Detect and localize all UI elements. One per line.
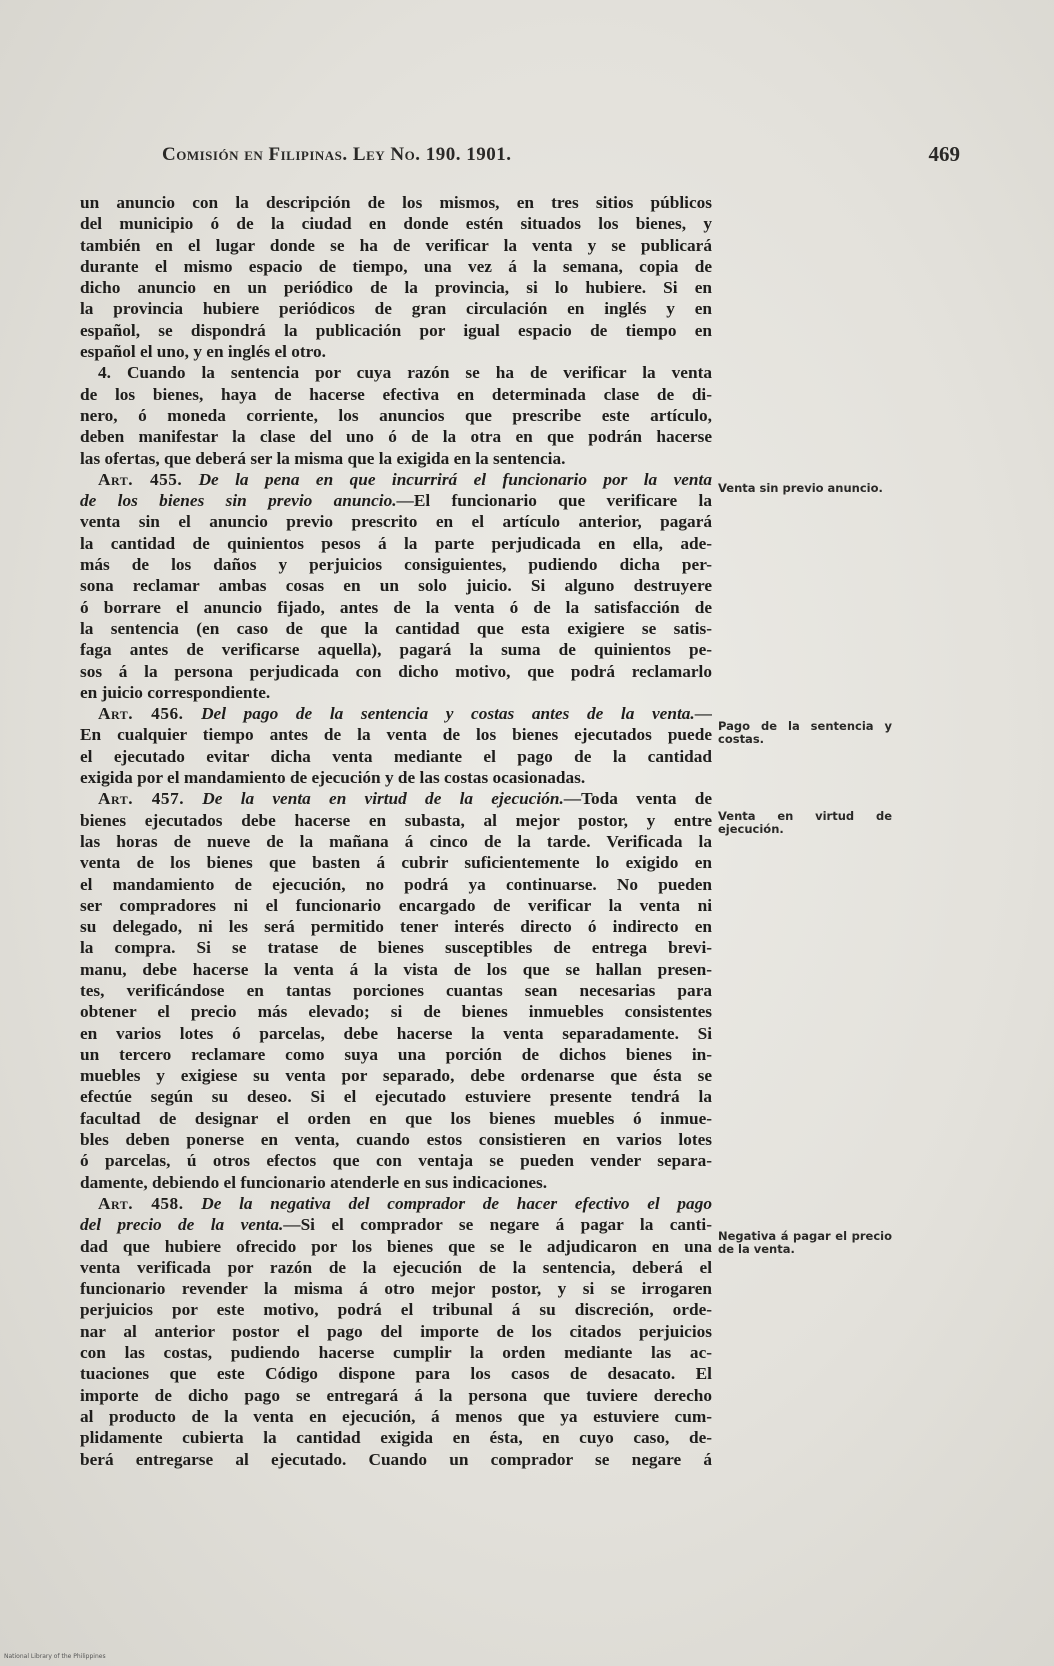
- article-title: de los bienes sin previo anuncio.: [80, 491, 397, 511]
- text-line: nero, ó moneda corriente, los anuncios que prescribe este artículo,: [80, 405, 712, 425]
- text-line: la provincia hubiere periódicos de gran circulación en inglés y en: [80, 299, 712, 319]
- text-line: En cualquier tiempo antes de la venta de los bienes ejecutados puede: [80, 725, 712, 745]
- article-458-heading: [80, 1193, 712, 1214]
- text-line: la sentencia (en caso de que la cantidad que esta exigiere se satis-: [80, 618, 712, 638]
- text-line: obtener el precio más elevado; si de bienes inmuebles consistentes: [80, 1002, 712, 1022]
- text-line: sona reclamar ambas cosas en un solo juicio. Si alguno destruyere: [80, 576, 712, 596]
- text-line: plidamente cubierta la cantidad exigida en ésta, en cuyo caso, de-: [80, 1428, 712, 1448]
- text-line: manu, debe hacerse la venta á la vista de los que se hallan presen-: [80, 959, 712, 979]
- text-line: de los bienes, haya de hacerse efectiva en determinada clase de di-: [80, 384, 712, 404]
- text-line: venta de los bienes que basten á cubrir suficientemente lo exigido en: [80, 853, 712, 873]
- article-text: —El funcionario que verificare la: [396, 491, 712, 511]
- text-line: un tercero reclamare como suya una porción de dichos bienes in-: [80, 1044, 712, 1064]
- text-line: bienes ejecutados debe hacerse en subasta, al mejor postor, y entre: [80, 810, 712, 830]
- text-line: sos á la persona perjudicada con dicho motivo, que podrá reclamarlo: [80, 661, 712, 681]
- text-line: las ofertas, que deberá ser la misma que la exigida en la sentencia.: [80, 448, 566, 468]
- text-line: tuaciones que este Código dispone para los casos de desacato. El: [80, 1364, 712, 1384]
- text-line: español, se dispondrá la publicación por igual espacio de tiempo en: [80, 320, 712, 340]
- text-line: el ejecutado evitar dicha venta mediante el pago de la cantidad: [80, 746, 712, 766]
- text-line: más de los daños y perjuicios consiguientes, pudiendo dicha per-: [80, 555, 712, 575]
- article-455-heading-cont: [80, 490, 712, 511]
- article-457-heading: [80, 788, 712, 809]
- text-line: venta sin el anuncio previo prescrito en el artículo anterior, pagará: [80, 512, 712, 532]
- article-text: —: [694, 704, 712, 724]
- article-title: Del pago de la sentencia y costas antes de la venta.: [201, 704, 695, 724]
- text-line: al producto de la venta en ejecución, á menos que ya estuviere cum-: [80, 1406, 712, 1426]
- running-head: Comisión en Filipinas. Ley No. 190. 1901.: [162, 144, 512, 165]
- text-line: muebles y exigiese su venta por separado, debe ordenarse que ésta se: [80, 1066, 712, 1086]
- text-line: su delegado, ni les será permitido tener interés directo ó indirecto en: [80, 917, 712, 937]
- text-line: español el uno, y en inglés el otro.: [80, 342, 326, 362]
- text-line: con las costas, pudiendo hacerse cumplir la orden mediante las ac-: [80, 1343, 712, 1363]
- text-line: exigida por el mandamiento de ejecución y de las costas ocasionadas.: [80, 768, 586, 788]
- text-line: la compra. Si se tratase de bienes susceptibles de entrega brevi-: [80, 938, 712, 958]
- text-line: dad que hubiere ofrecido por los bienes que se le adjudicaron en una: [80, 1236, 712, 1256]
- article-text: —Si el comprador se negare á pagar la canti-: [283, 1215, 712, 1235]
- text-line: nar al anterior postor el pago del importe de los citados perjuicios: [80, 1321, 712, 1341]
- margin-note-venta-ejecucion: Venta en virtud de ejecución.: [718, 809, 892, 836]
- text-line: el mandamiento de ejecución, no podrá ya continuarse. No pueden: [80, 874, 712, 894]
- text-line: un anuncio con la descripción de los mismos, en tres sitios públicos: [80, 193, 712, 212]
- text-line: facultad de designar el orden en que los bienes muebles ó inmue-: [80, 1108, 712, 1128]
- text-line: funcionario revender la misma á otro mejor postor, y si se irrogaren: [80, 1279, 712, 1299]
- text-line: tes, verificándose en tantas porciones cuantas sean necesarias para: [80, 980, 712, 1000]
- article-label: Art. 456.: [98, 704, 184, 724]
- margin-note-pago-sentencia: Pago de la sentencia y costas.: [718, 719, 892, 746]
- text-line: damente, debiendo el funcionario atenderle en sus indicaciones.: [80, 1172, 548, 1192]
- text-line: ser compradores ni el funcionario encargado de verificar la venta ni: [80, 895, 712, 915]
- article-label: Art. 458.: [98, 1193, 184, 1213]
- text-line: ó parcelas, ú otros efectos que con ventaja se pueden vender separa-: [80, 1151, 712, 1171]
- text-line: faga antes de verificarse aquella), pagará la suma de quinientos pe-: [80, 640, 712, 660]
- text-line: la cantidad de quinientos pesos á la parte perjudicada en ella, ade-: [80, 533, 712, 553]
- article-title: del precio de la venta.: [80, 1215, 284, 1235]
- margin-note-venta-sin-anuncio: Venta sin previo anuncio.: [718, 481, 883, 495]
- text-line: berá entregarse al ejecutado. Cuando un comprador se negare á: [80, 1449, 712, 1469]
- text-line: importe de dicho pago se entregará á la persona que tuviere derecho: [80, 1385, 712, 1405]
- article-455-heading: [80, 469, 712, 490]
- text-line: en juicio correspondiente.: [80, 682, 271, 702]
- text-line: durante el mismo espacio de tiempo, una vez á la semana, copia de: [80, 256, 712, 276]
- text-line: bles deben ponerse en venta, cuando estos consistieren en varios lotes: [80, 1130, 712, 1150]
- text-line: también en el lugar donde se ha de verificar la venta y se publicará: [80, 235, 712, 255]
- text-line: en varios lotes ó parcelas, debe hacerse la venta separadamente. Si: [80, 1023, 712, 1043]
- text-line: las horas de nueve de la mañana á cinco de la tarde. Verificada la: [80, 831, 712, 851]
- article-label: Art. 455.: [98, 469, 183, 489]
- article-456-heading: [80, 703, 712, 724]
- footer-credit: National Library of the Philippines: [4, 1653, 106, 1660]
- text-line: ó borrare el anuncio fijado, antes de la venta ó de la satisfacción de: [80, 597, 712, 617]
- text-line: efectúe según su deseo. Si el ejecutado estuviere presente tendrá la: [80, 1087, 712, 1107]
- article-label: Art. 457.: [98, 789, 185, 809]
- text-line: perjuicios por este motivo, podrá el tribunal á su discreción, orde-: [80, 1300, 712, 1320]
- article-title: De la pena en que incurrirá el funcionario por la venta: [198, 469, 712, 489]
- body-text: [80, 192, 712, 1532]
- text-line: venta verificada por razón de la ejecución de la sentencia, deberá el: [80, 1257, 712, 1277]
- text-line: 4. Cuando la sentencia por cuya razón se ha de verificar la venta: [98, 363, 712, 383]
- text-line: dicho anuncio en un periódico de la provincia, si lo hubiere. Si en: [80, 278, 712, 298]
- text-line: deben manifestar la clase del uno ó de la otra en que podrán hacerse: [80, 427, 712, 447]
- article-458-heading-cont: [80, 1214, 712, 1235]
- article-title: De la negativa del comprador de hacer efectivo el pago: [201, 1193, 712, 1213]
- article-text: —Toda venta de: [563, 789, 712, 809]
- text-line: del municipio ó de la ciudad en donde estén situados los bienes, y: [80, 214, 712, 234]
- margin-note-negativa-pagar: Negativa á pagar el precio de la venta.: [718, 1229, 892, 1256]
- page-number: 469: [928, 142, 960, 166]
- article-title: De la venta en virtud de la ejecución.: [202, 789, 564, 809]
